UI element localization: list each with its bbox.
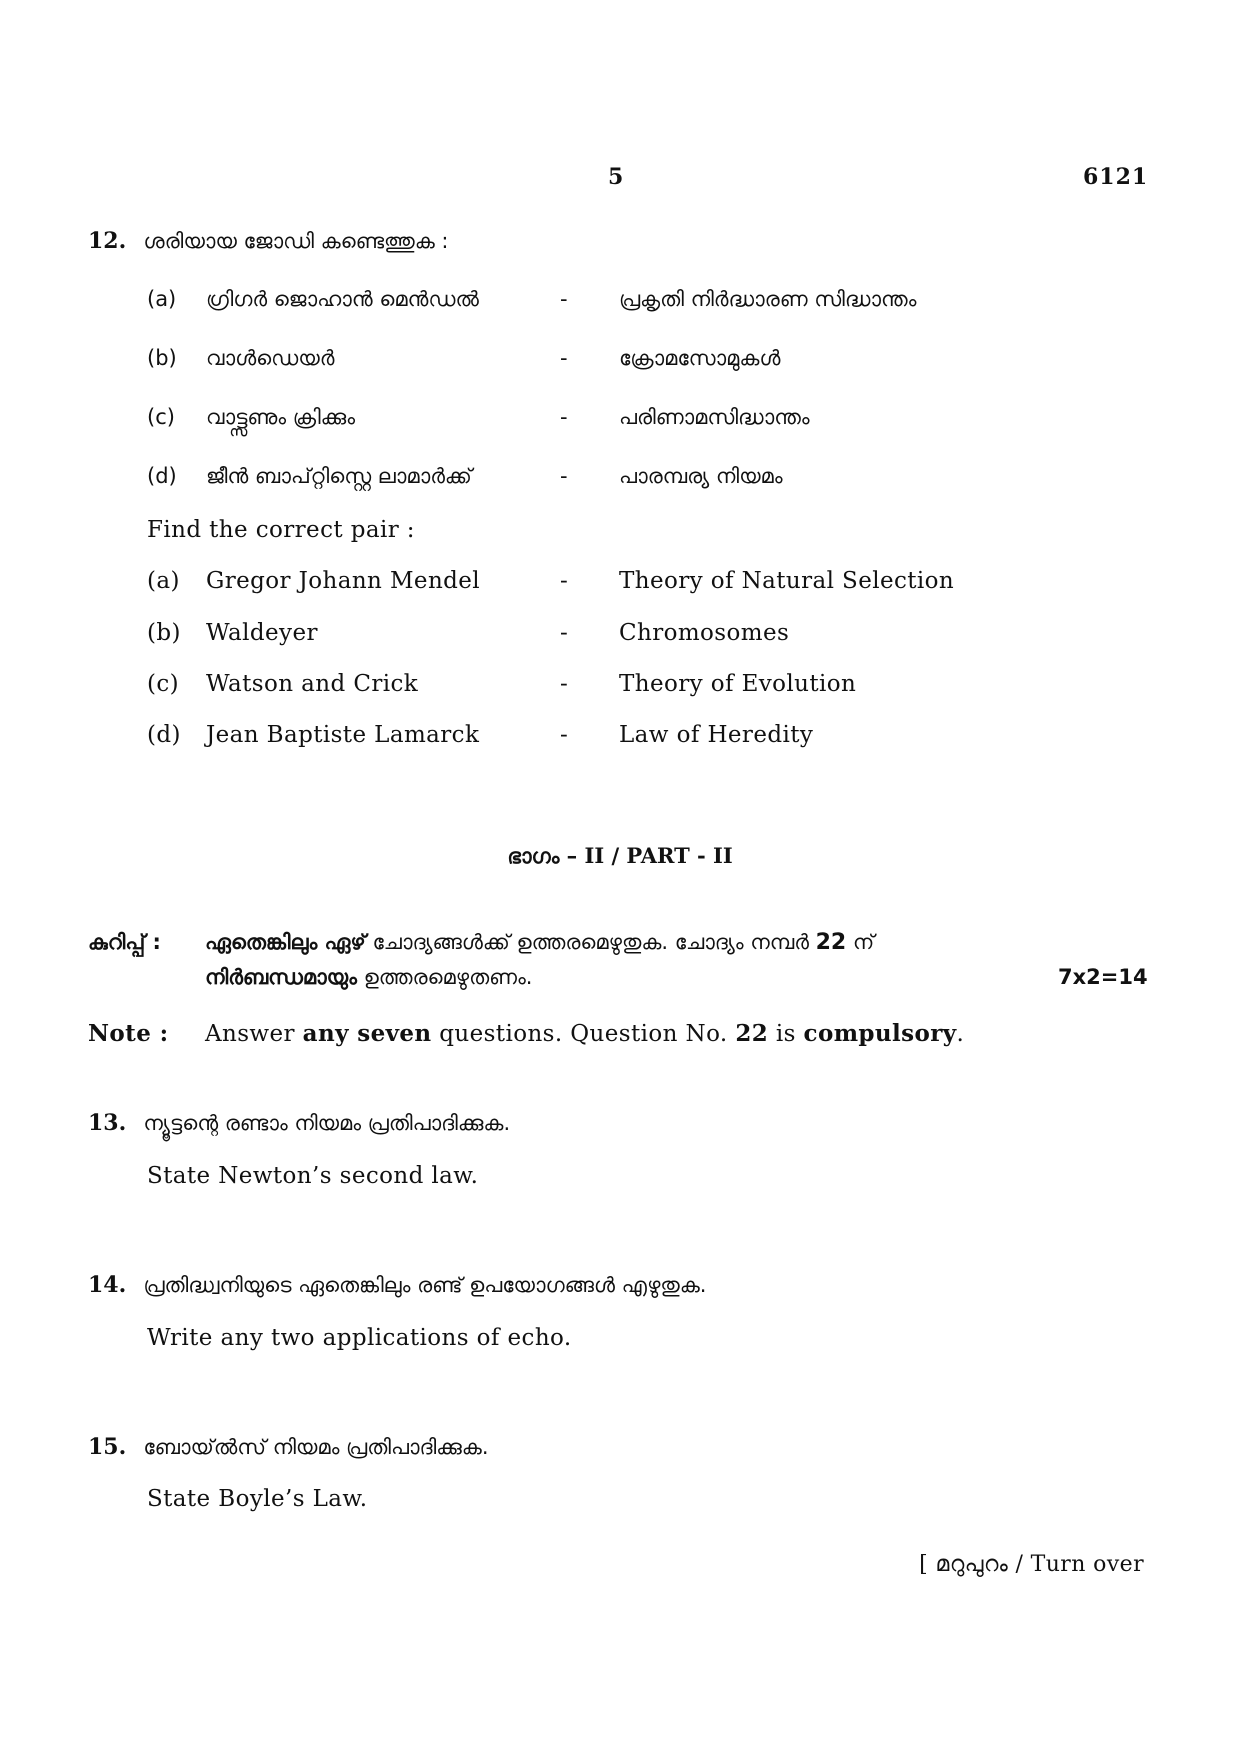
pair-left: Watson and Crick [206, 671, 419, 697]
note-ml-text: ന് [846, 930, 875, 954]
note-en-bold: compulsory [803, 1020, 957, 1047]
pair-row-en-c [147, 671, 1047, 703]
pair-label: (a) [147, 568, 180, 594]
pair-dash: - [560, 671, 569, 697]
note-ml-bold: ഏതെങ്കിലും ഏഴ് [205, 930, 366, 954]
pair-right: പാരമ്പര്യ നിയമം [619, 464, 783, 488]
question-number: 12. [88, 228, 127, 254]
note-en-text: questions. Question No. [431, 1021, 736, 1047]
pair-label: (a) [147, 287, 177, 311]
pair-row-ml-d [147, 464, 1047, 496]
pair-right: പരിണാമസിദ്ധാന്തം [619, 405, 810, 429]
pair-right: പ്രകൃതി നിർദ്ധാരണ സിദ്ധാന്തം [619, 287, 917, 311]
note-en-text: . [956, 1021, 965, 1047]
question-number: 13. [88, 1110, 127, 1136]
question-number: 14. [88, 1272, 127, 1298]
question-text-en: State Newton’s second law. [147, 1163, 479, 1189]
pair-row-en-b [147, 620, 1047, 652]
pair-right: Chromosomes [619, 620, 790, 646]
note-ml-text: ചോദ്യങ്ങൾക്ക് ഉത്തരമെഴുതുക. ചോദ്യം നമ്പർ [365, 930, 816, 954]
note-ml-line-2 [205, 965, 532, 990]
question-text-ml: പ്രതിദ്ധ്വനിയുടെ ഏതെങ്കിലും രണ്ട് ഉപയോഗങ്ങൾ എഴുതുക. [143, 1273, 707, 1297]
pair-row-en-d [147, 722, 1047, 754]
question-14 [88, 1272, 706, 1298]
note-en [88, 1020, 964, 1047]
pair-dash: - [560, 287, 568, 311]
question-text-en: Write any two applications of echo. [147, 1325, 572, 1351]
pair-row-ml-a [147, 287, 1047, 319]
pair-row-en-a [147, 568, 1047, 600]
note-en-text: is [768, 1021, 804, 1047]
pair-label: (b) [147, 620, 181, 646]
pair-left: Waldeyer [206, 620, 318, 646]
pair-label: (c) [147, 671, 180, 697]
note-ml-line-1 [88, 930, 874, 955]
pair-right: Theory of Evolution [619, 671, 857, 697]
question-text-ml: ന്യൂട്ടന്റെ രണ്ടാം നിയമം പ്രതിപാദിക്കുക. [143, 1111, 511, 1135]
pair-left: വാട്ട്സണും ക്രിക്കും [206, 405, 355, 429]
pair-label: (d) [147, 722, 181, 748]
pair-left: Gregor Johann Mendel [206, 568, 481, 594]
question-12-heading [88, 228, 448, 254]
note-en-bold: any seven [302, 1020, 432, 1047]
marks-scheme: 7x2=14 [1058, 965, 1148, 989]
note-en-text: Answer [205, 1021, 303, 1047]
pair-dash: - [560, 568, 569, 594]
pair-dash: - [560, 405, 568, 429]
pair-label: (d) [147, 464, 177, 488]
question-number: 15. [88, 1434, 127, 1460]
part-title: ഭാഗം – II / PART - II [507, 843, 733, 868]
pair-right: Law of Heredity [619, 722, 814, 748]
note-ml-text: ഉത്തരമെഴുതണം. [356, 965, 533, 989]
pair-row-ml-b [147, 346, 1047, 378]
pair-label: (b) [147, 346, 177, 370]
pair-dash: - [560, 464, 568, 488]
pair-dash: - [560, 722, 569, 748]
pair-right: ക്രോമസോമുകൾ [619, 346, 781, 370]
question-13 [88, 1110, 510, 1136]
pair-left: ജീൻ ബാപ്റ്റിസ്റ്റെ ലാമാർക്ക് [206, 464, 472, 488]
paper-code: 6121 [1083, 164, 1149, 190]
pair-dash: - [560, 620, 569, 646]
question-text-en: State Boyle’s Law. [147, 1486, 368, 1512]
note-en-label: Note : [88, 1020, 169, 1047]
turn-over-note: [ മറുപുറം / Turn over [919, 1552, 1144, 1577]
pair-row-ml-c [147, 405, 1047, 437]
question-15 [88, 1434, 489, 1460]
pair-label: (c) [147, 405, 175, 429]
pair-left: ഗ്രിഗർ ജൊഹാൻ മെൻഡൽ [206, 287, 479, 311]
note-ml-number: 22 [815, 930, 847, 955]
pair-right: Theory of Natural Selection [619, 568, 955, 594]
question-prompt-en: Find the correct pair : [147, 517, 415, 543]
note-en-bold: 22 [735, 1020, 769, 1047]
pair-left: Jean Baptiste Lamarck [206, 722, 480, 748]
note-ml-label: കുറിപ്പ് : [88, 930, 161, 954]
question-prompt-ml: ശരിയായ ജോഡി കണ്ടെത്തുക : [143, 229, 449, 253]
pair-left: വാൾഡെയർ [206, 346, 335, 370]
pair-dash: - [560, 346, 568, 370]
question-text-ml: ബോയ്ൽസ് നിയമം പ്രതിപാദിക്കുക. [143, 1435, 489, 1459]
page-number: 5 [608, 164, 624, 190]
note-ml-bold: നിർബന്ധമായും [205, 965, 357, 989]
